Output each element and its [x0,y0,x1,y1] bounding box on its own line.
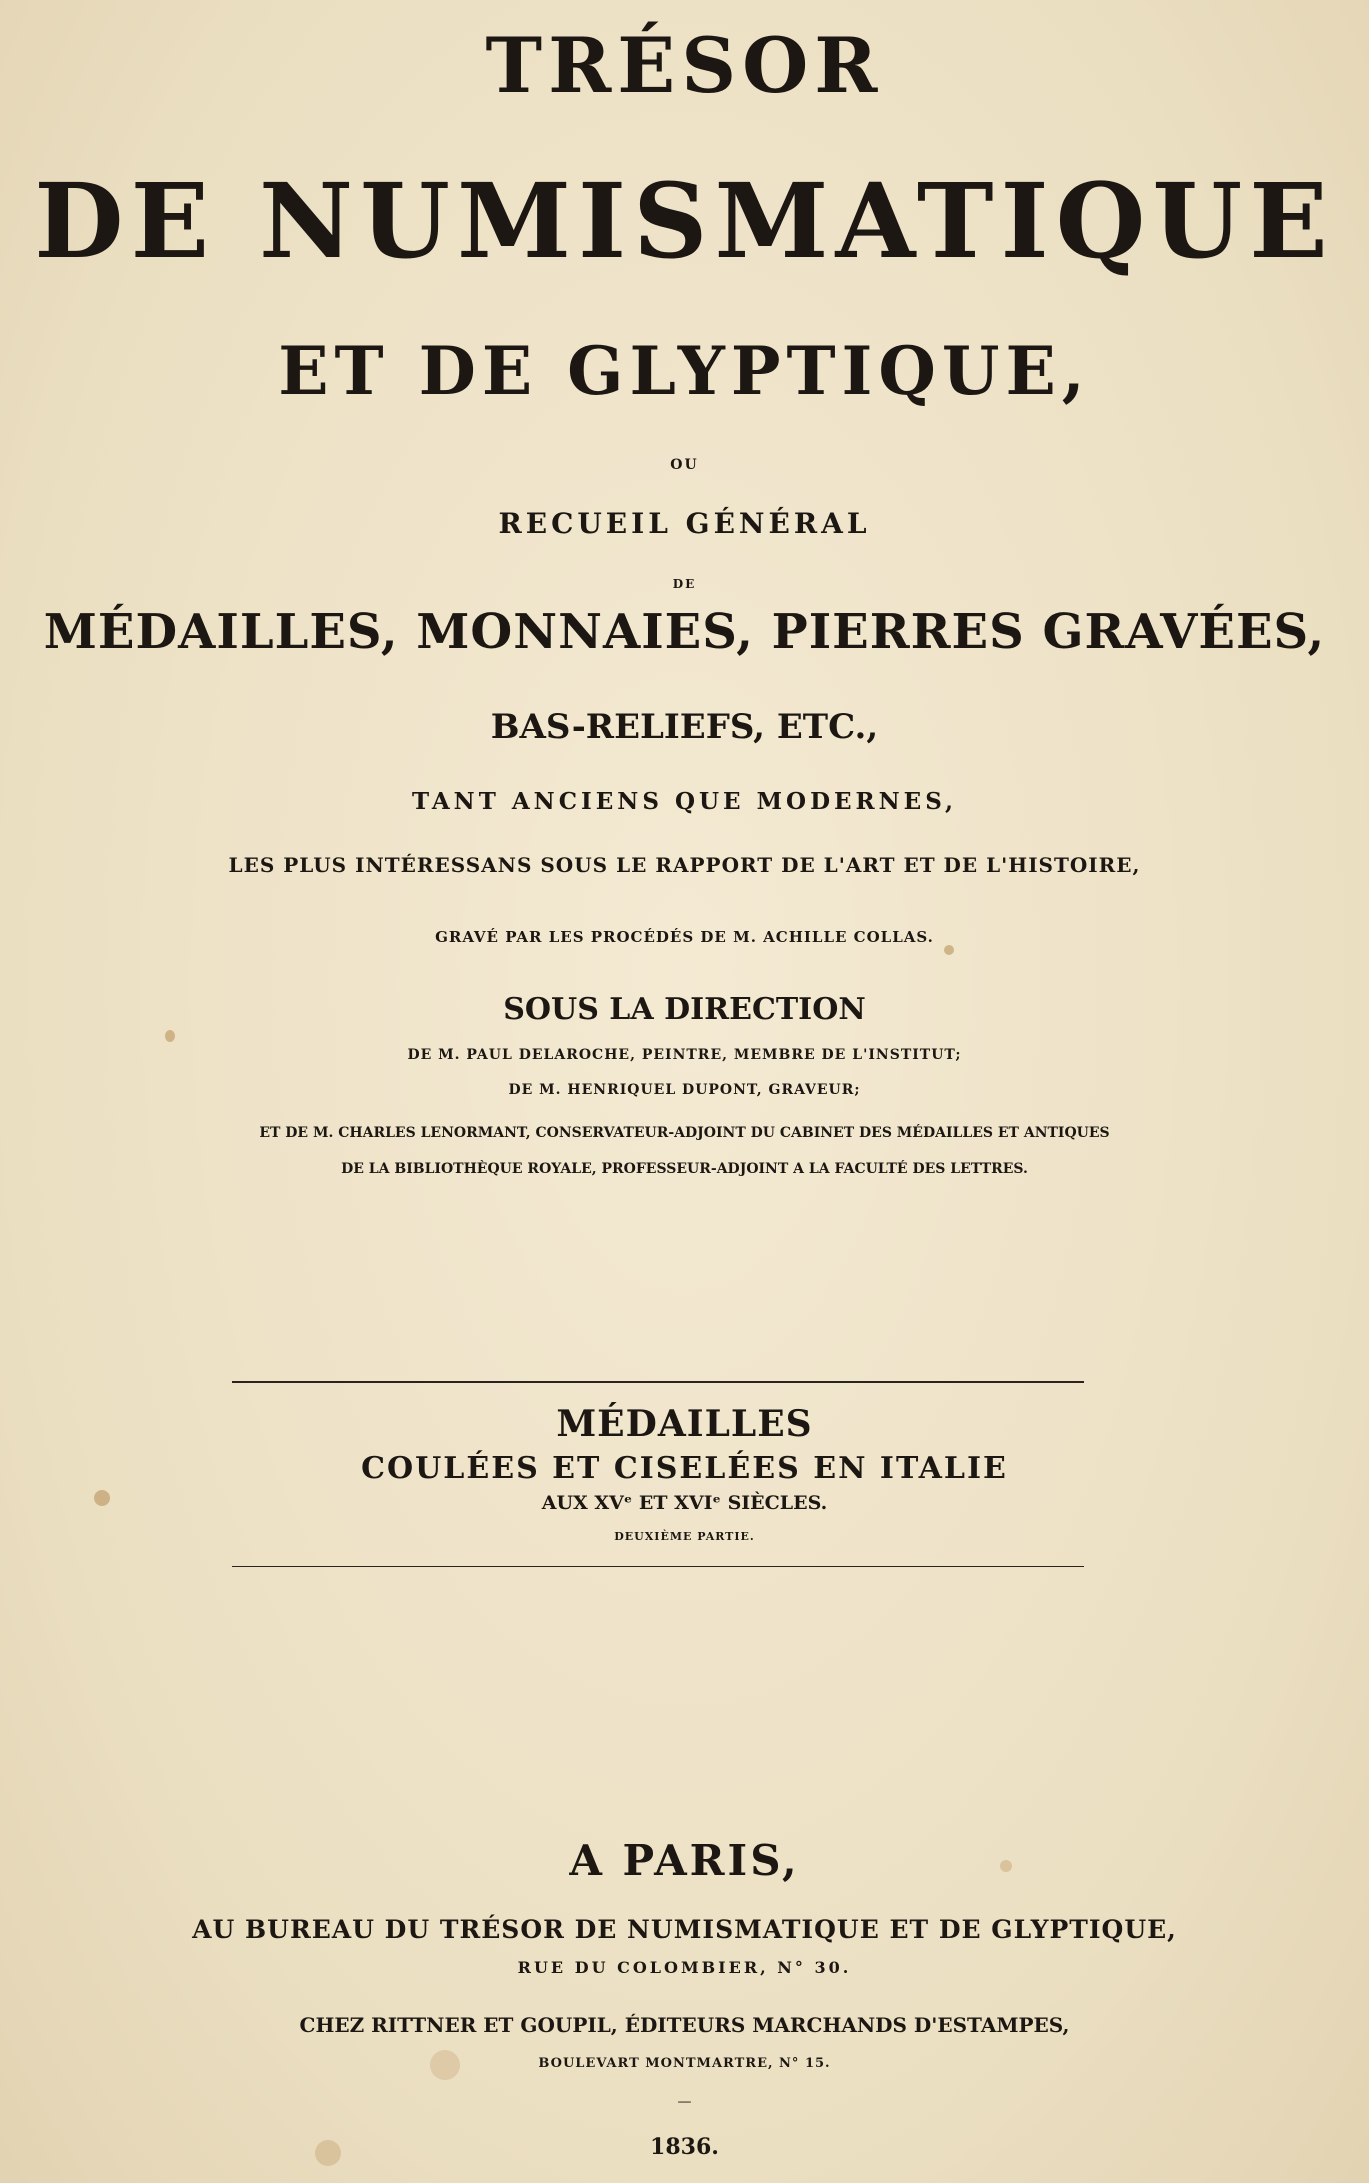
direction-line-1: DE M. PAUL DELAROCHE, PEINTRE, MEMBRE DE L'INSTITUT; [407,1047,962,1063]
bureau-line: AU BUREAU DU TRÉSOR DE NUMISMATIQUE ET DE GLYPTIQUE, [192,1915,1177,1944]
les-plus-line: LES PLUS INTÉRESSANS SOUS LE RAPPORT DE L'ART ET DE L'HISTOIRE, [228,853,1141,877]
section-heading: MÉDAILLES [556,1403,813,1445]
grave-line: GRAVÉ PAR LES PROCÉDÉS DE M. ACHILLE COLLAS. [435,928,934,946]
chez-line: CHEZ RITTNER ET GOUPIL, ÉDITEURS MARCHANDS D'ESTAMPES, [299,2013,1070,2037]
section-subtitle: COULÉES ET CISELÉES EN ITALIE [361,1451,1008,1486]
foxing-spot [1000,1860,1012,1872]
direction-heading: SOUS LA DIRECTION [503,992,866,1027]
ou-text: OU [670,457,699,473]
foxing-spot [94,1490,110,1506]
direction-line-2: DE M. HENRIQUEL DUPONT, GRAVEUR; [508,1082,861,1098]
recueil-text: RECUEIL GÉNÉRAL [498,507,871,540]
bottom-rule [232,1566,1084,1567]
city-line: A PARIS, [569,1836,800,1885]
section-centuries: AUX XVᵉ ET XVIᵉ SIÈCLES. [541,1492,828,1514]
title-line-1: TRÉSOR [485,21,884,110]
year-line: 1836. [650,2134,719,2160]
direction-line-3: ET DE M. CHARLES LENORMANT, CONSERVATEUR-ADJOINT DU CABINET DES MÉDAILLES ET ANTIQUES [259,1125,1110,1141]
top-rule [232,1381,1084,1383]
title-line-2: DE NUMISMATIQUE [34,161,1335,282]
foxing-spot [430,2050,460,2080]
foxing-spot [165,1030,175,1042]
section-part: DEUXIÈME PARTIE. [614,1530,755,1543]
foxing-spot [315,2140,341,2166]
tant-line: TANT ANCIENS QUE MODERNES, [411,788,958,815]
boulevard-line: BOULEVART MONTMARTRE, N° 15. [538,2056,831,2071]
title-line-3: ET DE GLYPTIQUE, [278,332,1091,410]
subjects-line: MÉDAILLES, MONNAIES, PIERRES GRAVÉES, [43,604,1326,660]
direction-line-4: DE LA BIBLIOTHÈQUE ROYALE, PROFESSEUR-ADJOINT A LA FACULTÉ DES LETTRES. [341,1161,1028,1177]
year-dash: — [677,2094,692,2110]
rue-line: RUE DU COLOMBIER, N° 30. [517,1958,852,1977]
foxing-spot [944,945,954,955]
de-text: DE [672,577,697,591]
bas-reliefs-line: BAS-RELIEFS, ETC., [490,707,879,747]
